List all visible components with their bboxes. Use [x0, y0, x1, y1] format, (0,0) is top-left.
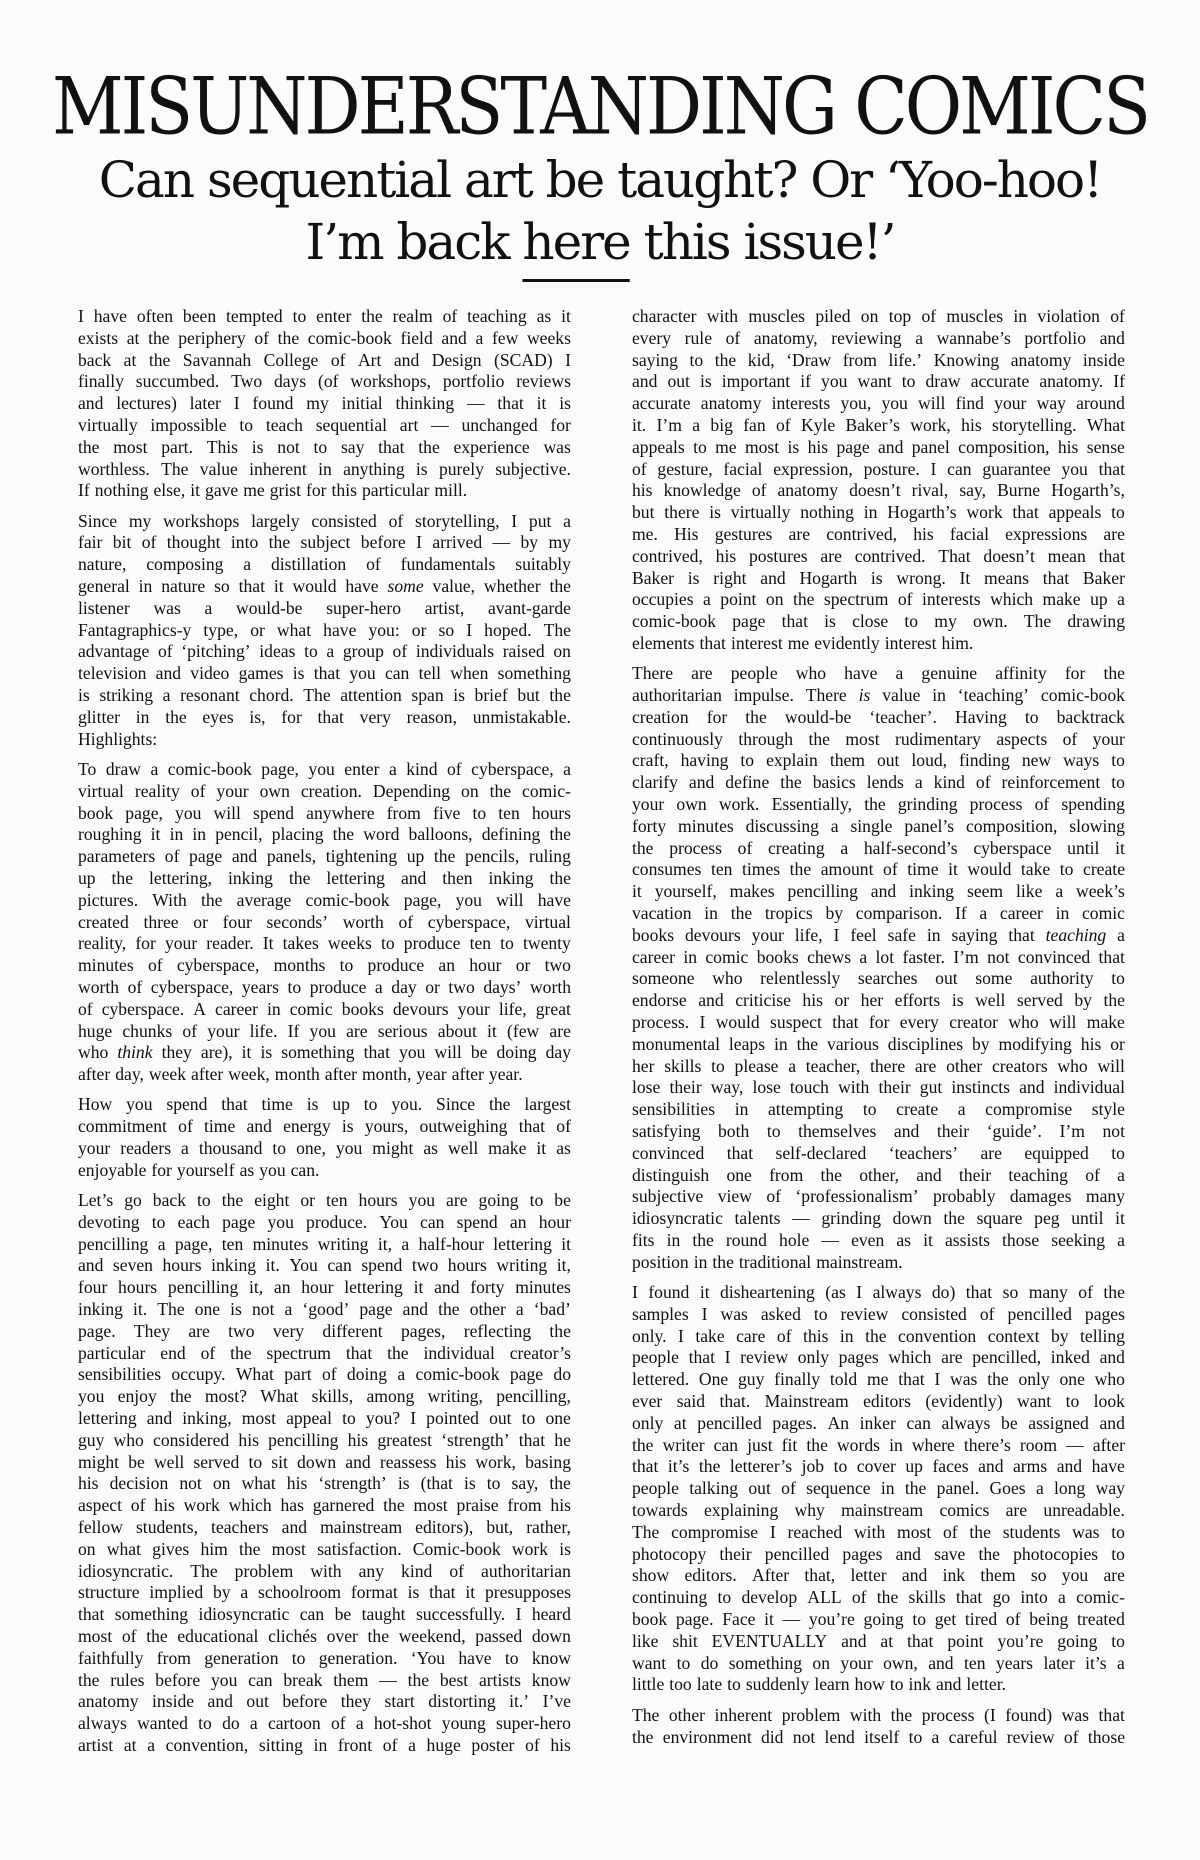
text-line: up the lettering, inking the lettering and then inking the	[78, 867, 571, 888]
paragraph	[632, 1705, 1125, 1749]
text-line: sensibilities in attempting to create a compromise style	[632, 1099, 1125, 1120]
text-line: like shit EVENTUALLY and at that point you’re going to	[632, 1630, 1125, 1651]
text-line: idiosyncratic. The problem with any kind of authoritarian	[78, 1560, 571, 1581]
article-title: MISUNDERSTANDING COMICS	[51, 60, 1149, 153]
text-line: roughing it in in pencil, placing the word balloons, defining the	[78, 824, 571, 845]
text-line: commitment of time and energy is yours, outweighing that of	[78, 1116, 571, 1137]
text-line: continuously through the most rudimentary aspects of your	[632, 728, 1125, 749]
text-line: back at the Savannah College of Art and Design (SCAD) I	[78, 349, 571, 370]
text-line: the rules before you can break them — the best artists know	[78, 1669, 571, 1690]
text-line: endorse and criticise his or her efforts is well served by the	[632, 990, 1125, 1011]
text-line: vacation in the tropics by comparison. If a career in comic	[632, 903, 1125, 924]
text-line: I have often been tempted to enter the realm of teaching as it	[78, 306, 571, 326]
text-line: and lectures) later I found my initial thinking — that it is	[78, 393, 571, 414]
text-line: ever said that. Mainstream editors (evidently) want to look	[632, 1391, 1125, 1412]
text-line: elements that interest me evidently interest him.	[632, 632, 974, 653]
text-line: appeals to me most is his page and panel composition, his sense	[632, 436, 1125, 457]
text-line: There are people who have a genuine affinity for the	[632, 663, 1125, 684]
text-line: people talking out of sequence in the panel. Goes a long way	[632, 1478, 1125, 1499]
text-line: process. I would suspect that for every creator who will make	[632, 1012, 1125, 1032]
text-line: anatomy inside and out before they start distorting it.’ I’ve	[78, 1691, 571, 1712]
text-line: you enjoy the most? What skills, among writing, pencilling,	[78, 1386, 571, 1407]
text-line: comic-book page that is close to my own. The drawing	[632, 611, 1125, 632]
text-line: forty minutes discussing a single panel’s composition, slowing	[632, 815, 1125, 836]
text-line: aspect of his work which has garnered the most praise from his	[78, 1495, 571, 1516]
text-line: The compromise I reached with most of the students was to	[632, 1521, 1125, 1542]
text-line: on what gives him the most satisfaction. Comic-book work is	[78, 1538, 571, 1559]
paragraph	[632, 1282, 1125, 1696]
text-line: someone who relentlessly searches out some authority to	[632, 968, 1125, 989]
article-subtitle-line-1: Can sequential art be taught? Or ‘Yoo-hoo!	[98, 151, 1102, 209]
subtitle-text-pre: I’m back	[305, 213, 523, 271]
text-line: Since my workshops largely consisted of storytelling, I put a	[78, 510, 571, 531]
text-line: that something idiosyncratic can be taught successfully. I heard	[78, 1604, 571, 1625]
text-line: people that I review only pages which are pencilled, inked and	[632, 1347, 1125, 1368]
text-line: accurate anatomy interests you, you will find your way around	[632, 393, 1125, 414]
text-line: and out is important if you want to draw accurate anatomy. If	[632, 371, 1125, 392]
text-line: contrived, his postures are contrived. That doesn’t mean that	[632, 545, 1125, 566]
text-line: his decision not on what his ‘strength’ is (that is to say, the	[78, 1473, 571, 1494]
text-line: position in the traditional mainstream.	[632, 1251, 903, 1272]
text-line: authoritarian impulse. There is value in ‘teaching’ comic-book	[632, 685, 1125, 706]
text-line: Let’s go back to the eight or ten hours you are going to be	[78, 1190, 571, 1211]
text-line: lettering and inking, most appeal to you? I pointed out to one	[78, 1408, 571, 1429]
text-line: career in comic books chews a lot faster. I’m not convinced that	[632, 946, 1125, 967]
paragraph	[78, 511, 571, 751]
text-line: after day, week after week, month after month, year after year.	[78, 1064, 523, 1085]
text-line: clarify and define the basics lends a kind of reinforcement to	[632, 772, 1125, 793]
text-line: that it’s the letterer’s job to cover up faces and arms and have	[632, 1456, 1125, 1477]
text-column-right	[632, 306, 1125, 1757]
text-line: satisfying both to themselves and their ‘guide’. I’m not	[632, 1120, 1125, 1141]
paragraph	[78, 759, 571, 1086]
text-line: the writer can just fit the words in where there’s room — after	[632, 1434, 1125, 1455]
text-line: parameters of page and panels, tightening up the pencils, ruling	[78, 846, 571, 867]
text-line: convinced that self-declared ‘teachers’ are equipped to	[632, 1142, 1125, 1163]
text-line: his knowledge of anatomy doesn’t rival, say, Burne Hogarth’s,	[632, 480, 1125, 501]
text-line: sensibilities occupy. What part of doing a comic-book page do	[78, 1364, 571, 1385]
text-line: How you spend that time is up to you. Since the largest	[78, 1094, 571, 1115]
text-line: the process of creating a half-second’s cyberspace until it	[632, 837, 1125, 858]
text-line: guy who considered his pencilling his greatest ‘strength’ that he	[78, 1429, 571, 1450]
text-line: virtual reality of your own creation. Depending on the comic-	[78, 780, 571, 801]
text-line: exists at the periphery of the comic-book field and a few weeks	[78, 327, 571, 348]
text-line: but there is virtually nothing in Hogarth’s work that appeals to	[632, 502, 1125, 523]
text-line: artist at a convention, sitting in front of a huge poster of his	[78, 1735, 571, 1755]
text-line: fair bit of thought into the subject before I arrived — by my	[78, 532, 571, 553]
text-line: want to do something on your own, and ten years later it’s a	[632, 1652, 1125, 1673]
text-line: Fantagraphics-y type, or what have you: or so I hoped. The	[78, 619, 571, 640]
text-line: little too late to suddenly learn how to ink and letter.	[632, 1674, 1006, 1695]
subtitle-text-post: this issue!’	[629, 213, 895, 271]
text-line: Baker is right and Hogarth is wrong. It means that Baker	[632, 567, 1125, 588]
text-line: only at pencilled pages. An inker can always be assigned and	[632, 1412, 1125, 1433]
text-line: consumes ten times the amount of time it would take to create	[632, 859, 1125, 880]
text-line: creation for the would-be ‘teacher’. Having to backtrack	[632, 706, 1125, 727]
text-line: might be well served to sit down and reassess his work, basing	[78, 1451, 571, 1472]
text-line: monumental leaps in the various disciplines by modifying his or	[632, 1033, 1125, 1054]
text-line: advantage of ‘pitching’ ideas to a group of individuals raised on	[78, 641, 571, 662]
text-line: samples I was asked to review consisted of pencilled pages	[632, 1303, 1125, 1324]
text-line: occupies a point on the spectrum of interests which make up a	[632, 589, 1125, 610]
text-line: the most part. This is not to say that the experience was	[78, 436, 571, 457]
text-line: particular end of the spectrum that the individual creator’s	[78, 1342, 571, 1363]
text-line: your own work. Essentially, the grinding process of spending	[632, 794, 1125, 815]
text-line: nature, composing a distillation of fundamentals suitably	[78, 554, 571, 575]
subtitle-underlined-word: here	[522, 213, 630, 271]
text-line: show editors. After that, letter and ink them so you are	[632, 1565, 1125, 1586]
paragraph	[78, 1190, 571, 1757]
paragraph	[78, 1094, 571, 1181]
text-line: To draw a comic-book page, you enter a kind of cyberspace, a	[78, 758, 571, 779]
text-line: The other inherent problem with the process (I found) was that	[632, 1704, 1125, 1725]
text-line: faithfully from generation to generation. ‘You have to know	[78, 1647, 571, 1668]
text-line: craft, having to explain them out loud, finding new ways to	[632, 750, 1125, 771]
text-line: inking it. The one is not a ‘good’ page and the other a ‘bad’	[78, 1299, 571, 1320]
text-line: virtually impossible to teach sequential art — unchanged for	[78, 414, 571, 435]
text-line: finally succumbed. Two days (of workshops, portfolio reviews	[78, 371, 571, 392]
text-line: always wanted to do a cartoon of a hot-shot young super-hero	[78, 1713, 571, 1734]
text-line: Highlights:	[78, 728, 158, 749]
text-line: it. I’m a big fan of Kyle Baker’s work, his storytelling. What	[632, 414, 1125, 435]
text-line: who think they are), it is something that you will be doing day	[78, 1042, 571, 1063]
text-line: and seven hours inking it. You can spend two hours writing it,	[78, 1255, 571, 1276]
paragraph	[78, 306, 571, 502]
text-line: huge chunks of your life. If you are serious about it (few are	[78, 1020, 571, 1041]
text-line: glitter in the eyes is, for that very reason, unmistakable.	[78, 706, 571, 727]
text-line: I found it disheartening (as I always do) that so many of the	[632, 1282, 1125, 1303]
text-line: of gesture, facial expression, posture. I can guarantee you that	[632, 458, 1125, 479]
text-line: idiosyncratic talents — grinding down the square peg until it	[632, 1208, 1125, 1229]
text-line: your readers a thousand to one, you might as well make it as	[78, 1137, 571, 1158]
paragraph	[632, 663, 1125, 1273]
article-subtitle-line-2	[0, 212, 1200, 272]
text-line: worthless. The value inherent in anything is purely subjective.	[78, 458, 571, 479]
paragraph	[632, 306, 1125, 655]
text-line: character with muscles piled on top of muscles in violation of	[632, 306, 1125, 326]
text-line: If nothing else, it gave me grist for this particular mill.	[78, 480, 468, 501]
text-line: lettered. One guy finally told me that I was the only one who	[632, 1369, 1125, 1390]
text-line: every rule of anatomy, reviewing a wannabe’s portfolio and	[632, 327, 1125, 348]
text-line: book page, you will spend anywhere from five to ten hours	[78, 802, 571, 823]
text-line: created three or four seconds’ worth of cyberspace, virtual	[78, 911, 571, 932]
text-line: her skills to please a teacher, there are other creators who will	[632, 1055, 1125, 1076]
text-line: fellow students, teachers and mainstream editors), but, rather,	[78, 1517, 571, 1538]
text-line: subjective view of ‘professionalism’ probably damages many	[632, 1186, 1125, 1207]
text-line: pencilling a page, ten minutes writing it, a half-hour lettering it	[78, 1233, 571, 1254]
text-line: general in nature so that it would have some value, whether the	[78, 576, 571, 597]
text-line: page. They are two very different pages, reflecting the	[78, 1320, 571, 1341]
text-line: it yourself, makes pencilling and inking seem like a week’s	[632, 881, 1125, 902]
text-line: minutes of cyberspace, months to produce an hour or two	[78, 955, 571, 976]
text-line: enjoyable for yourself as you can.	[78, 1159, 320, 1180]
text-line: photocopy their pencilled pages and save the photocopies to	[632, 1543, 1125, 1564]
text-line: of cyberspace. A career in comic books devours your life, great	[78, 998, 571, 1019]
text-line: fits in the round hole — even as it assists those seeking a	[632, 1229, 1125, 1250]
text-line: worth of cyberspace, years to produce a day or two days’ worth	[78, 976, 571, 997]
text-line: book page. Face it — you’re going to get tired of being treated	[632, 1609, 1125, 1630]
text-line: books devours your life, I feel safe in saying that teaching a	[632, 924, 1125, 945]
text-column-left	[78, 306, 571, 1765]
text-line: television and video games is that you can tell when something	[78, 663, 571, 684]
text-line: devoting to each page you produce. You can spend an hour	[78, 1211, 571, 1232]
text-line: lose their way, lose touch with their gut instincts and individual	[632, 1077, 1125, 1098]
text-line: towards explaining why mainstream comics are unreadable.	[632, 1500, 1125, 1521]
text-line: saying to the kid, ‘Draw from life.’ Knowing anatomy inside	[632, 349, 1125, 370]
text-line: structure implied by a schoolroom format is that it presupposes	[78, 1582, 571, 1603]
text-line: reality, for your reader. It takes weeks to produce ten to twenty	[78, 933, 571, 954]
text-line: me. His gestures are contrived, his facial expressions are	[632, 523, 1125, 544]
text-line: the environment did not lend itself to a careful review of those	[632, 1726, 1125, 1747]
text-line: distinguish one from the other, and their teaching of a	[632, 1164, 1125, 1185]
text-line: continuing to develop ALL of the skills that go into a comic-	[632, 1587, 1125, 1608]
text-line: listener was a would-be super-hero artist, avant-garde	[78, 597, 571, 618]
text-line: most of the educational clichés over the weekend, passed down	[78, 1626, 571, 1647]
text-line: four hours pencilling it, an hour lettering it and forty minutes	[78, 1277, 571, 1298]
text-line: only. I take care of this in the convention context by telling	[632, 1325, 1125, 1346]
text-line: pictures. With the average comic-book page, you will have	[78, 889, 571, 910]
text-line: is striking a resonant chord. The attention span is brief but the	[78, 685, 571, 706]
